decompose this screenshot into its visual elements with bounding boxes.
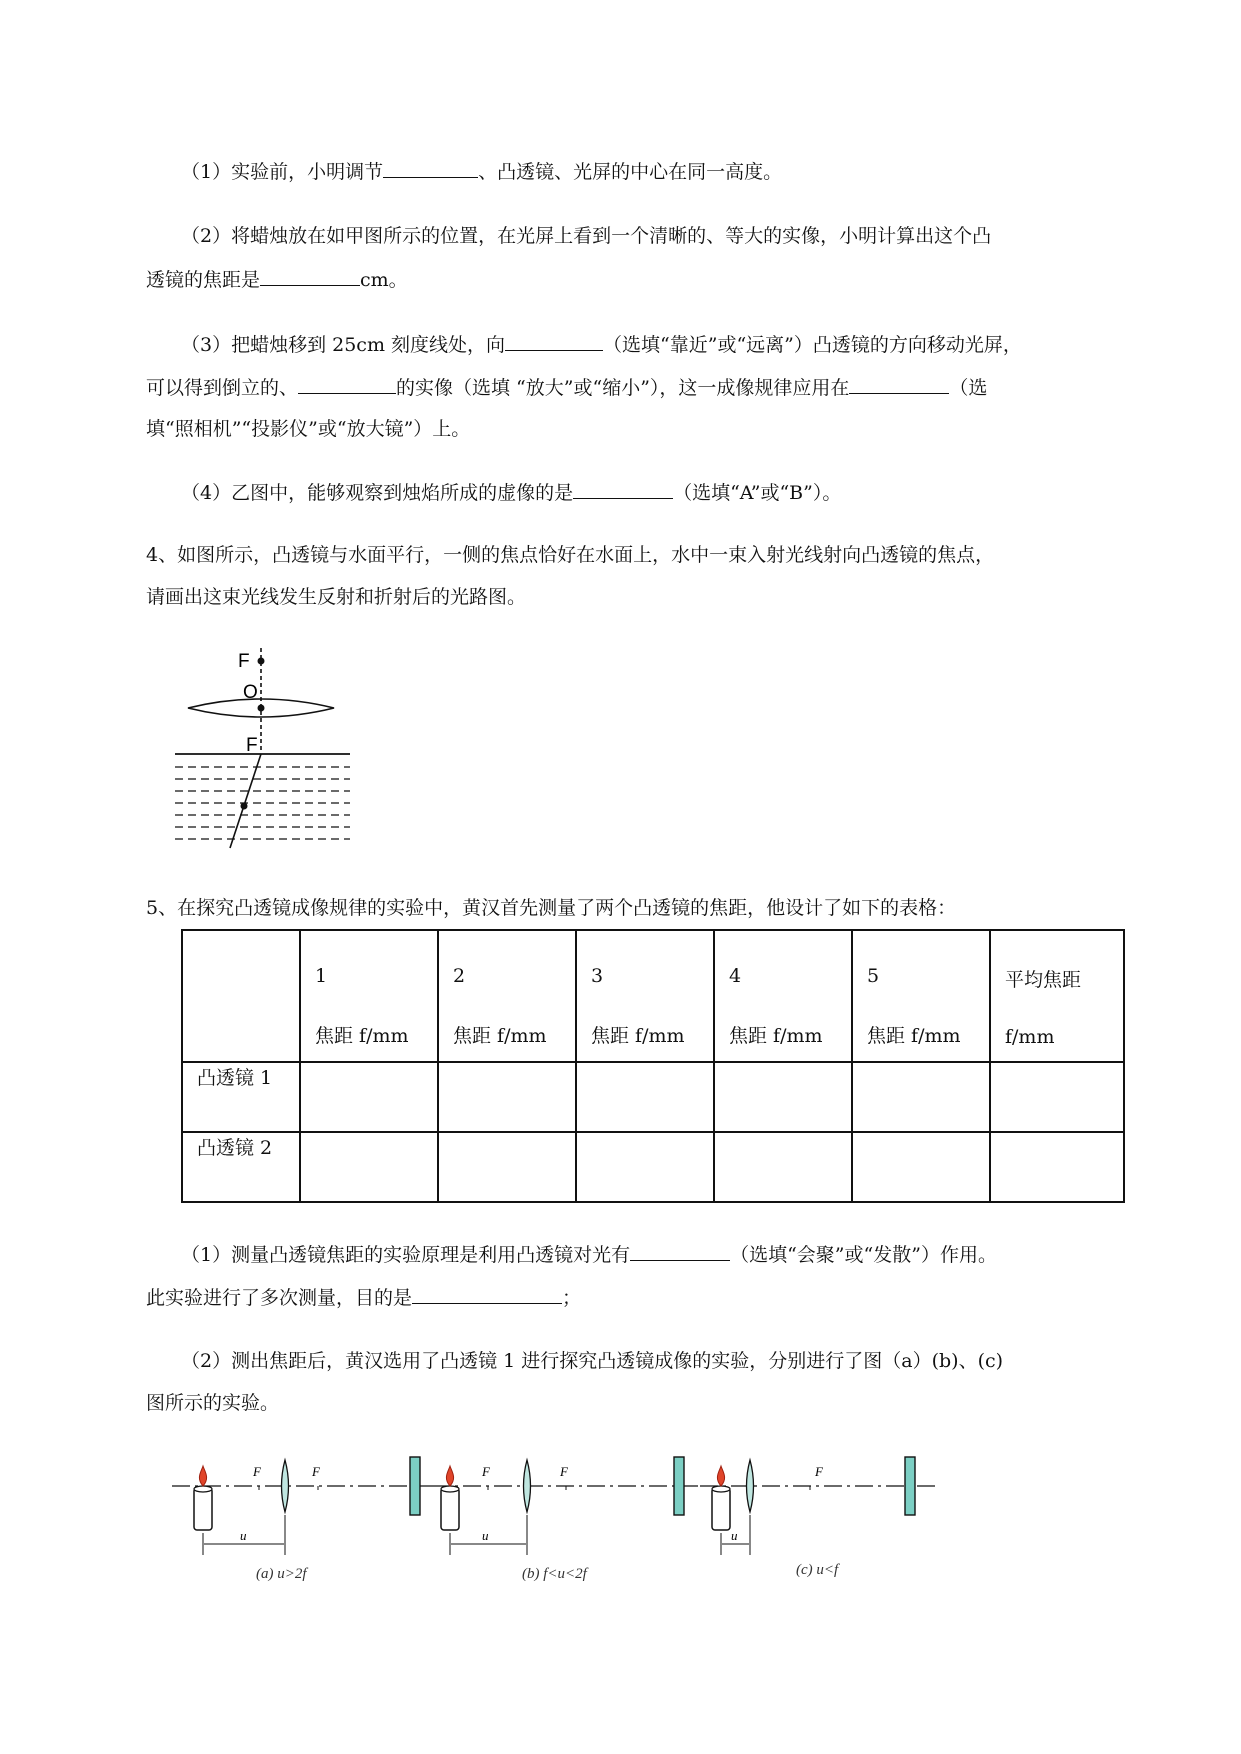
figure-caption: (c) u<f [796,1562,839,1578]
object-distance-label: u [731,1528,738,1543]
q5-sub1-line2: 此实验进行了多次测量，目的是 ； [146,1283,581,1312]
answer-blank[interactable] [630,1240,730,1261]
table-header-cell: 3 焦距 f/mm [576,930,714,1062]
answer-blank[interactable] [260,265,360,286]
table-row [182,1132,1124,1202]
q3-part3-line2: 可以得到倒立的、 的实像（选填 “放大”或“缩小”），这一成像规律应用在 （选 [146,373,987,402]
q3-part4: （4）乙图中，能够观察到烛焰所成的虚像的是 （选填“A”或“B”）。 [181,478,841,507]
answer-blank[interactable] [505,330,603,351]
table-cell[interactable] [714,1132,852,1202]
optical-center-label: O [243,682,258,703]
row-label: 凸透镜 1 [182,1062,300,1132]
lens-water-diagram [170,640,360,855]
q5-sub2-line2: 图所示的实验。 [146,1392,280,1414]
answer-blank[interactable] [412,1283,562,1304]
object-distance-label: u [482,1528,489,1543]
q3-part3-line1: （3）把蜡烛移到 25cm 刻度线处，向 （选填“靠近”或“远离”）凸透镜的方向移动光屏， [181,330,1022,359]
table-header-cell [182,930,300,1062]
q3-part2-line1: （2）将蜡烛放在如甲图所示的位置，在光屏上看到一个清晰的、等大的实像，小明计算出这个凸 [181,225,992,247]
focus-label: F [815,1464,823,1479]
focus-label: F [560,1464,568,1479]
imaging-figures [170,1440,950,1600]
figure-b [432,1457,700,1582]
table-header-row [182,930,1124,1062]
figure-caption: (a) u>2f [256,1566,307,1582]
q4-text-line2: 请画出这束光线发生反射和折射后的光路图。 [146,586,527,608]
focus-label-top: F [238,651,250,672]
answer-blank[interactable] [298,373,396,394]
table-cell[interactable] [714,1062,852,1132]
table-header-cell: 2 焦距 f/mm [438,930,576,1062]
table-row [182,1062,1124,1132]
table-cell[interactable] [576,1132,714,1202]
table-header-cell: 平均焦距 f/mm [990,930,1124,1062]
answer-blank[interactable] [383,157,478,178]
table-cell[interactable] [990,1132,1124,1202]
q4-text-line1: 4、如图所示，凸透镜与水面平行，一侧的焦点恰好在水面上，水中一束入射光线射向凸透镜的焦点， [146,544,995,566]
focus-label: F [482,1464,490,1479]
focus-label: F [312,1464,320,1479]
figure-c [700,1457,940,1578]
figure-a [172,1457,432,1582]
q5-sub1-line1: （1）测量凸透镜焦距的实验原理是利用凸透镜对光有 （选填“会聚”或“发散”）作用。 [181,1240,997,1269]
table-cell[interactable] [852,1132,990,1202]
q5-sub2-line1: （2）测出焦距后，黄汉选用了凸透镜 1 进行探究凸透镜成像的实验，分别进行了图（a）(b)、(c) [181,1350,1004,1372]
q5-intro: 5、在探究凸透镜成像规律的实验中，黄汉首先测量了两个凸透镜的焦距，他设计了如下的表格： [146,897,957,919]
table-cell[interactable] [300,1062,438,1132]
answer-blank[interactable] [849,373,949,394]
figure-caption: (b) f<u<2f [522,1566,587,1582]
q3-part1: （1）实验前，小明调节 、凸透镜、光屏的中心在同一高度。 [181,157,782,186]
q3-part2-line2: 透镜的焦距是 cm。 [146,265,408,294]
table-cell[interactable] [300,1132,438,1202]
answer-blank[interactable] [573,478,673,499]
focus-label-bottom: F [246,735,258,756]
focal-length-table [181,929,1125,1203]
row-label: 凸透镜 2 [182,1132,300,1202]
focus-label: F [253,1464,261,1479]
table-cell[interactable] [576,1062,714,1132]
table-cell[interactable] [852,1062,990,1132]
table-cell[interactable] [990,1062,1124,1132]
table-header-cell: 4 焦距 f/mm [714,930,852,1062]
table-header-cell: 1 焦距 f/mm [300,930,438,1062]
q3-part3-line3: 填“照相机”“投影仪”或“放大镜”）上。 [146,418,471,440]
object-distance-label: u [240,1528,247,1543]
table-cell[interactable] [438,1062,576,1132]
table-cell[interactable] [438,1132,576,1202]
table-header-cell: 5 焦距 f/mm [852,930,990,1062]
